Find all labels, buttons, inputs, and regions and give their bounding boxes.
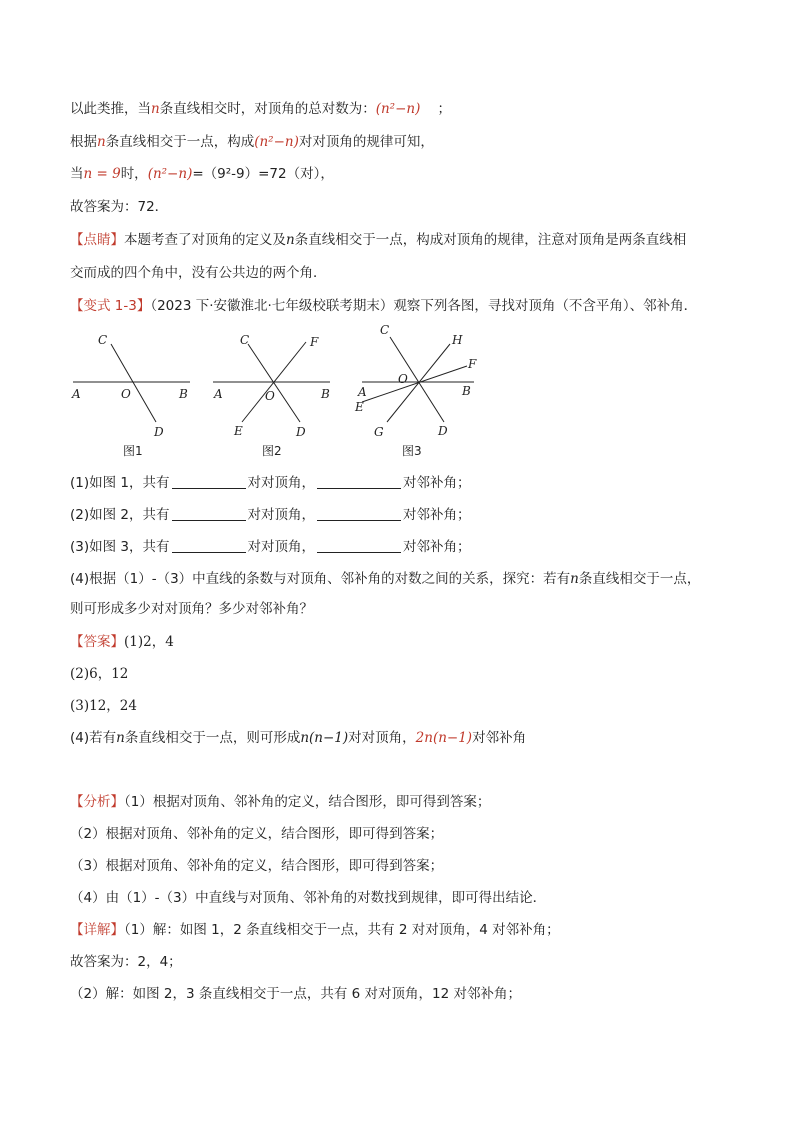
analysis-tag: 【分析】 bbox=[70, 794, 124, 810]
text-segment: 对邻补角； bbox=[403, 507, 471, 523]
answer-blank[interactable] bbox=[317, 506, 401, 521]
label-E: E bbox=[234, 424, 243, 438]
answer-line-3: (3)12，24 bbox=[70, 698, 137, 714]
label-F: F bbox=[468, 357, 477, 371]
detail-line-3: （2）解：如图 2，3 条直线相交于一点，共有 6 对对顶角，12 对邻补角； bbox=[70, 986, 521, 1002]
figure-caption: 图3 bbox=[402, 444, 422, 458]
answer-blank[interactable] bbox=[317, 538, 401, 553]
analysis-line-1 bbox=[70, 792, 490, 812]
answer-blank[interactable] bbox=[172, 474, 246, 489]
text-segment: （1）根据对顶角、邻补角的定义，结合图形，即可得到答案； bbox=[124, 794, 491, 810]
line-CD bbox=[111, 344, 156, 422]
text-segment: (1)2，4 bbox=[124, 634, 174, 650]
answer-blank[interactable] bbox=[172, 538, 246, 553]
label-H: H bbox=[452, 333, 463, 347]
text-segment: 条直线相交于一点，构成对顶角的规律，注意对顶角是两条直线相 bbox=[294, 232, 687, 248]
text-segment: 以此类推，当 bbox=[70, 101, 151, 117]
label-O: O bbox=[398, 372, 408, 386]
math-n: n bbox=[116, 730, 125, 746]
line-CD bbox=[248, 344, 300, 422]
text-segment: 条直线相交时，对顶角的总对数为： bbox=[159, 101, 376, 117]
text-line-4: 故答案为：72． bbox=[70, 199, 169, 215]
text-segment: =（9²-9）=72（对）， bbox=[192, 166, 334, 182]
text-segment: 时， bbox=[120, 166, 148, 182]
variant-tag: 【变式 1-3】 bbox=[70, 298, 151, 314]
text-segment: (1)如图 1，共有 bbox=[70, 475, 170, 491]
math-formula: (n²−n) bbox=[375, 101, 421, 117]
text-segment: 条直线相交于一点， bbox=[578, 571, 701, 587]
text-line-7 bbox=[70, 296, 697, 316]
analysis-line-2: （2）根据对顶角、邻补角的定义，结合图形，即可得到答案； bbox=[70, 826, 444, 842]
figure-2 bbox=[210, 322, 340, 462]
text-segment: 对对顶角， bbox=[247, 539, 316, 555]
analysis-line-3: （3）根据对顶角、邻补角的定义，结合图形，即可得到答案； bbox=[70, 858, 444, 874]
text-segment: 条直线相交于一点，构成 bbox=[105, 134, 255, 150]
text-segment: ； bbox=[437, 101, 452, 117]
text-segment: 当 bbox=[70, 166, 84, 182]
label-D: D bbox=[296, 425, 306, 439]
text-segment: 对对顶角， bbox=[247, 507, 316, 523]
label-C: C bbox=[98, 333, 108, 347]
text-segment: 本题考查了对顶角的定义及 bbox=[124, 232, 286, 248]
question-2 bbox=[70, 505, 471, 525]
math-formula: n(n−1) bbox=[300, 730, 349, 746]
label-O: O bbox=[265, 389, 275, 403]
answer-line-4 bbox=[70, 728, 526, 748]
math-formula: 2n(n−1) bbox=[415, 730, 473, 746]
text-segment: 对对顶角， bbox=[247, 475, 316, 491]
label-G: G bbox=[374, 425, 384, 439]
math-formula: n = 9 bbox=[83, 166, 121, 182]
math-formula: (n²−n) bbox=[254, 134, 299, 150]
label-D: D bbox=[154, 425, 164, 439]
label-A: A bbox=[358, 385, 367, 399]
text-segment: (4)若有 bbox=[70, 730, 117, 746]
label-D: D bbox=[438, 424, 448, 438]
text-segment: （2023 下·安徽淮北·七年级校联考期末）观察下列各图，寻找对顶角（不含平角）、邻补角． bbox=[150, 298, 698, 314]
question-4 bbox=[70, 569, 700, 589]
answer-line-2: (2)6，12 bbox=[70, 666, 129, 682]
line-EF bbox=[362, 366, 467, 402]
text-segment: 对对顶角的规律可知， bbox=[298, 134, 434, 150]
label-C: C bbox=[240, 333, 250, 347]
detail-line-1 bbox=[70, 920, 560, 940]
math-n: n bbox=[286, 232, 295, 248]
question-1 bbox=[70, 473, 471, 493]
figure-1 bbox=[68, 322, 198, 462]
text-segment: 对对顶角， bbox=[348, 730, 416, 746]
text-line-2 bbox=[70, 132, 434, 152]
label-B: B bbox=[179, 387, 188, 401]
text-segment: （1）解：如图 1，2 条直线相交于一点，共有 2 对对顶角，4 对邻补角； bbox=[124, 922, 560, 938]
text-line-1 bbox=[70, 99, 451, 119]
answer-blank[interactable] bbox=[172, 506, 246, 521]
figure-3 bbox=[352, 322, 492, 462]
answer-tag: 【答案】 bbox=[70, 634, 124, 650]
label-E: E bbox=[355, 400, 364, 414]
text-segment: (2)如图 2，共有 bbox=[70, 507, 170, 523]
text-segment: 条直线相交于一点，则可形成 bbox=[124, 730, 301, 746]
text-line-5 bbox=[70, 230, 686, 250]
text-segment: (4)根据（1）-（3）中直线的条数与对顶角、邻补角的对数之间的关系，探究：若有 bbox=[70, 571, 571, 587]
text-line-6: 交而成的四个角中，没有公共边的两个角． bbox=[70, 265, 327, 281]
analysis-line-4: （4）由（1）-（3）中直线与对顶角、邻补角的对数找到规律，即可得出结论． bbox=[70, 890, 547, 906]
label-A: A bbox=[214, 387, 223, 401]
math-n: n bbox=[570, 571, 579, 587]
label-C: C bbox=[380, 323, 390, 337]
math-n: n bbox=[151, 101, 160, 117]
text-segment: 对邻补角； bbox=[403, 539, 471, 555]
text-segment: 根据 bbox=[70, 134, 97, 150]
label-A: A bbox=[72, 387, 81, 401]
question-4-cont: 则可形成多少对对顶角？多少对邻补角？ bbox=[70, 601, 313, 617]
math-formula: (n²−n) bbox=[147, 166, 193, 182]
label-B: B bbox=[321, 387, 330, 401]
detail-tag: 【详解】 bbox=[70, 922, 124, 938]
math-n: n bbox=[97, 134, 106, 150]
text-segment: 对邻补角； bbox=[403, 475, 471, 491]
text-segment: 对邻补角 bbox=[472, 730, 527, 746]
label-F: F bbox=[310, 335, 319, 349]
figure-caption: 图2 bbox=[262, 444, 282, 458]
figure-caption: 图1 bbox=[123, 444, 143, 458]
remark-tag: 【点睛】 bbox=[70, 232, 124, 248]
detail-line-2: 故答案为：2，4； bbox=[70, 954, 182, 970]
answer-blank[interactable] bbox=[317, 474, 401, 489]
text-line-3 bbox=[70, 164, 334, 184]
label-O: O bbox=[121, 387, 131, 401]
label-B: B bbox=[462, 384, 471, 398]
question-3 bbox=[70, 537, 471, 557]
text-segment: (3)如图 3，共有 bbox=[70, 539, 170, 555]
answer-line-1 bbox=[70, 632, 174, 652]
